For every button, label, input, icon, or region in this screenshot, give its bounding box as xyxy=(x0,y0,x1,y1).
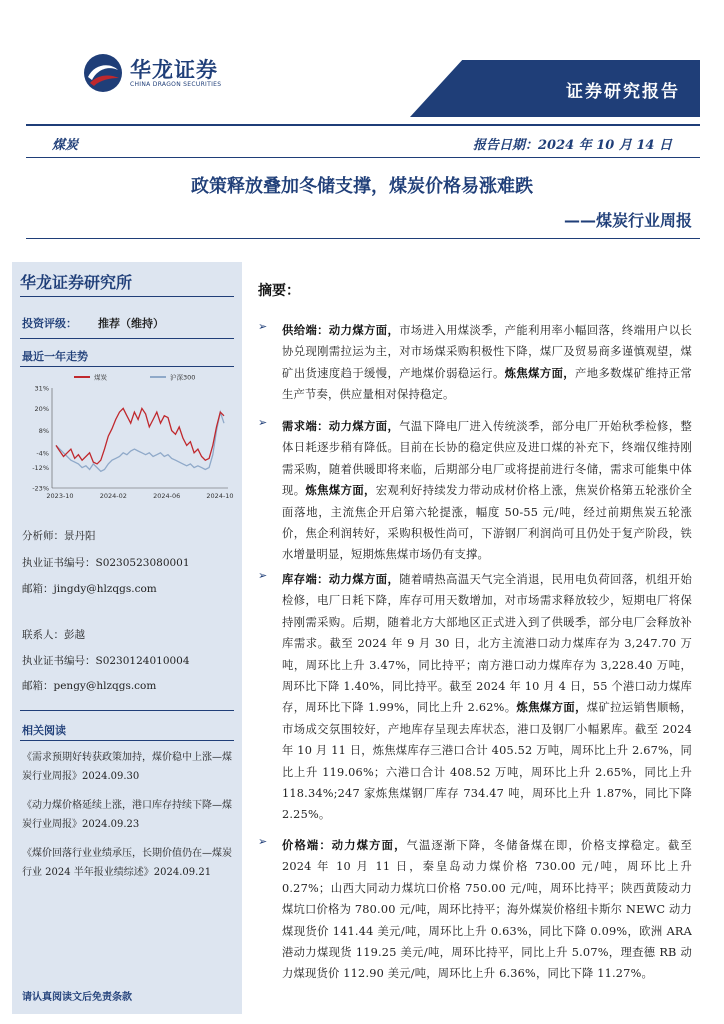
title-divider xyxy=(26,238,700,239)
report-subtitle: ——煤炭行业周报 xyxy=(563,211,692,230)
chart-y-tick-label: -12% xyxy=(32,464,49,473)
chart-y-tick-label: 31% xyxy=(34,384,49,393)
chart-y-tick-label: 8% xyxy=(38,427,49,436)
summary-heading: 摘要： xyxy=(258,283,300,299)
arrow-bullet-icon: ➢ xyxy=(258,569,268,582)
analyst-email[interactable]: 邮箱：jingdy@hlzqgs.com xyxy=(22,583,157,595)
related-report-link[interactable]: 《煤价回落行业业绩承压，长期价值仍在—煤炭行业 2024 半年报业绩综述》2024.09.21 xyxy=(22,848,232,878)
contact-cert: 执业证书编号：S0230124010004 xyxy=(22,655,190,667)
trend-chart xyxy=(22,370,234,510)
paragraph-text: 供给端：动力煤方面，市场进入用煤淡季，产能利用率小幅回落，终端用户以长协兑现刚需拉运为主，对市场煤采购积极性下降，煤厂及贸易商多谨慎观望，煤矿出货速度趋于缓慢，产地煤价弱稳运行。炼焦煤方面，产地多数煤矿维持正常生产节奏，供应量相对保持稳定。 xyxy=(282,323,692,402)
chart-legend-label: 煤炭 xyxy=(94,373,107,382)
logo-chinese-name: 华龙证券 xyxy=(130,58,218,82)
summary-paragraph xyxy=(258,835,692,985)
sidebar-divider xyxy=(20,366,234,367)
related-reading-label: 相关阅读 xyxy=(22,724,66,737)
chart-series-line xyxy=(56,412,224,471)
report-title: 政策释放叠加冬储支撑，煤炭价格易涨难跌 xyxy=(191,176,533,197)
contact-name: 联系人：彭越 xyxy=(22,629,85,641)
dragon-logo-icon xyxy=(82,52,124,94)
contact-email[interactable]: 邮箱：pengy@hlzqgs.com xyxy=(22,680,157,692)
chart-y-tick-label: 20% xyxy=(34,404,49,413)
rating-label: 投资评级： xyxy=(22,317,77,330)
logo-english-name: CHINA DRAGON SECURITIES xyxy=(130,81,222,88)
industry-label: 煤炭 xyxy=(52,138,79,153)
analyst-name: 分析师：景丹阳 xyxy=(22,530,96,542)
paragraph-text: 需求端：动力煤方面，气温下降电厂进入传统淡季，部分电厂开始秋季检修，整体日耗逐步稍有降低。目前在长协的稳定供应及进口煤的补充下，终端仅维持刚需采购，随着供暖即将来临，后期部分电厂或将提前进行冬储，需求可能集中体现。炼焦煤方面，宏观利好持续发力带动成材价格上涨，焦炭价格第五轮涨价全面落地，主流焦企开启第六轮提涨，幅度 50-55 元/吨，经过前期焦炭五轮涨价，焦企利润转好，采购积极性尚可，下游钢厂利润尚可且仍处于复产阶段，铁水增量明显，短期炼焦煤市场仍有支撑。 xyxy=(282,419,693,562)
arrow-bullet-icon: ➢ xyxy=(258,416,268,429)
summary-paragraph xyxy=(258,569,692,826)
arrow-bullet-icon: ➢ xyxy=(258,835,268,848)
chart-x-tick-label: 2024-06 xyxy=(153,492,181,500)
chart-x-tick-label: 2024-10 xyxy=(206,492,234,500)
paragraph-text: 价格端：动力煤方面，气温逐渐下降，冬储备煤在即，价格支撑稳定。截至 2024 年 10 月 11 日，秦皇岛动力煤价格 730.00 元/吨，周环比上升 0.27%；山西大同动力煤坑口价格 750.00 元/吨，周环比持平；陕西黄陵动力煤坑口价格为 780.00 元/吨，周环比持平；海外煤炭价格纽卡斯尔 NEWC 动力煤现货价 141.44 美元/吨，周环比上升 0.63%，同比下降 0.09%，欧洲 ARA 港动力煤现货 119.25 美元/吨，周环比持平，同比上升 5.07%，理查德 RB 动力煤现货价 112.90 美元/吨，周环比上升 6.36%，同比下降 11.27%。 xyxy=(282,838,692,981)
paragraph-text: 库存端：动力煤方面，随着晴热高温天气完全消退，民用电负荷回落，机组开始检修，电厂日耗下降，库存可用天数增加，对市场需求释放较少，短期电厂将保持刚需采购。后期，随着北方大部地区正式进入到了供暖季，部分电厂会释放补库需求。截至 2024 年 9 月 30 日，北方主流港口动力煤库存为 3,247.70 万吨，周环比上升 3.47%，同比持平；南方港口动力煤库存为 3,228.40 万吨，周环比下降 1.40%，同比持平。截至 2024 年 10 月 4 日，55 个港口动力煤库存，周环比下降 1.99%，同比上升 2.62%。炼焦煤方面，煤矿拉运销售顺畅，市场成交氛围较好，产地库存呈现去库状态，港口及钢厂小幅累库。截至 2024 年 10 月 11 日，炼焦煤库存三港口合计 405.52 万吨，周环比上升 2.67%，同比上升 119.06%；六港口合计 408.52 万吨，周环比上升 2.65%，同比上升 118.34%;247 家炼焦煤钢厂库存 734.47 吨，周环比上升 1.87%，同比下降 2.25%。 xyxy=(282,572,692,822)
sidebar-divider xyxy=(20,740,234,741)
chart-y-tick-label: -23% xyxy=(32,484,49,493)
chart-x-tick-label: 2024-02 xyxy=(99,492,127,500)
sidebar-divider xyxy=(20,710,234,711)
sidebar-divider xyxy=(20,338,234,339)
summary-paragraph xyxy=(258,320,692,406)
analyst-cert: 执业证书编号：S0230523080001 xyxy=(22,557,190,569)
header-divider xyxy=(26,124,700,126)
chart-x-tick-label: 2023-10 xyxy=(46,492,74,500)
chart-legend-label: 沪深300 xyxy=(170,373,196,382)
arrow-bullet-icon: ➢ xyxy=(258,320,268,333)
chart-series-line xyxy=(56,408,224,464)
related-report-link[interactable]: 《需求预期好转获政策加持，煤价稳中上涨—煤炭行业周报》2024.09.30 xyxy=(22,752,232,782)
summary-paragraph xyxy=(258,416,692,566)
report-type-label: 证券研究报告 xyxy=(566,82,680,102)
header-divider xyxy=(26,157,700,158)
disclaimer-note: 请认真阅读文后免责条款 xyxy=(22,992,132,1003)
chart-y-tick-label: -4% xyxy=(36,449,49,458)
company-logo xyxy=(82,52,242,98)
report-date: 报告日期：2024 年 10 月 14 日 xyxy=(473,138,672,153)
trend-label: 最近一年走势 xyxy=(22,350,88,363)
related-report-link[interactable]: 《动力煤价格延续上涨，港口库存持续下降—煤炭行业周报》2024.09.23 xyxy=(22,800,232,830)
institute-name: 华龙证券研究所 xyxy=(20,273,133,292)
sidebar-divider xyxy=(20,296,234,297)
rating-value: 推荐（维持） xyxy=(98,317,164,330)
